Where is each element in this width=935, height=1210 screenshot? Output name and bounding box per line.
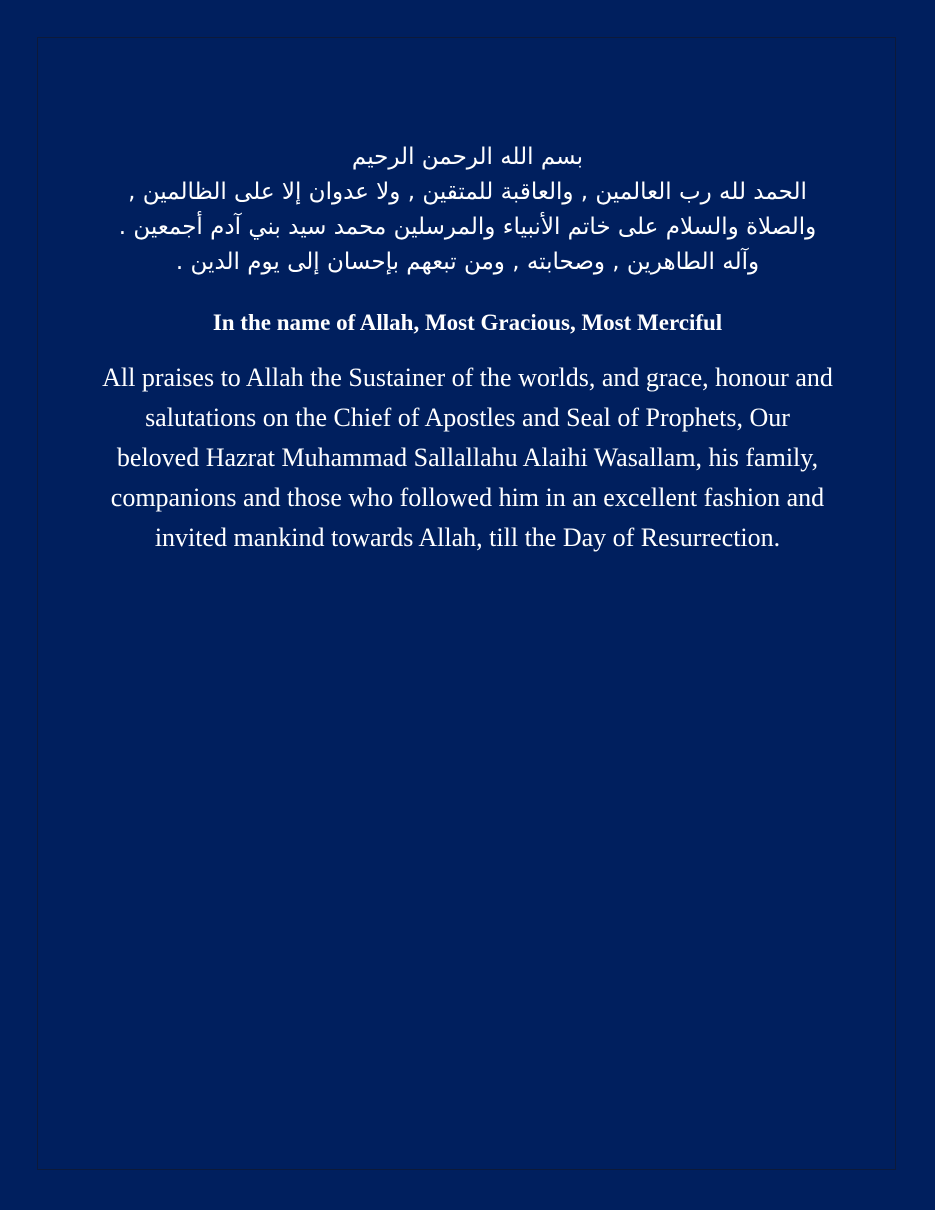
english-basmala-title: In the name of Allah, Most Gracious, Most Merciful <box>212 310 723 335</box>
english-translation-paragraph: All praises to Allah the Sustainer of the worlds, and grace, honour and salutations on the Chief of Apostles and Seal of Prophets, Our beloved Hazrat Muhammad Sallallahu Alaihi Wasallam, his family, companions and those who followed him in an excellent fashion and invited mankind towards Allah, till the Day of Resurrection. <box>102 363 833 552</box>
arabic-basmala: بسم الله الرحمن الرحيم <box>351 144 584 170</box>
arabic-dua: الحمد لله رب العالمين , والعاقبة للمتقين , ولا عدوان إلا على الظالمين , والصلاة والسلام على خاتم الأنبياء والمرسلين محمد سيد بني آدم أجمعين . وآله الطاهرين , وصحابته , ومن تبعهم بإحسان إلى يوم الدين . <box>118 179 817 275</box>
document-content <box>100 140 835 558</box>
arabic-invocation <box>100 140 835 280</box>
